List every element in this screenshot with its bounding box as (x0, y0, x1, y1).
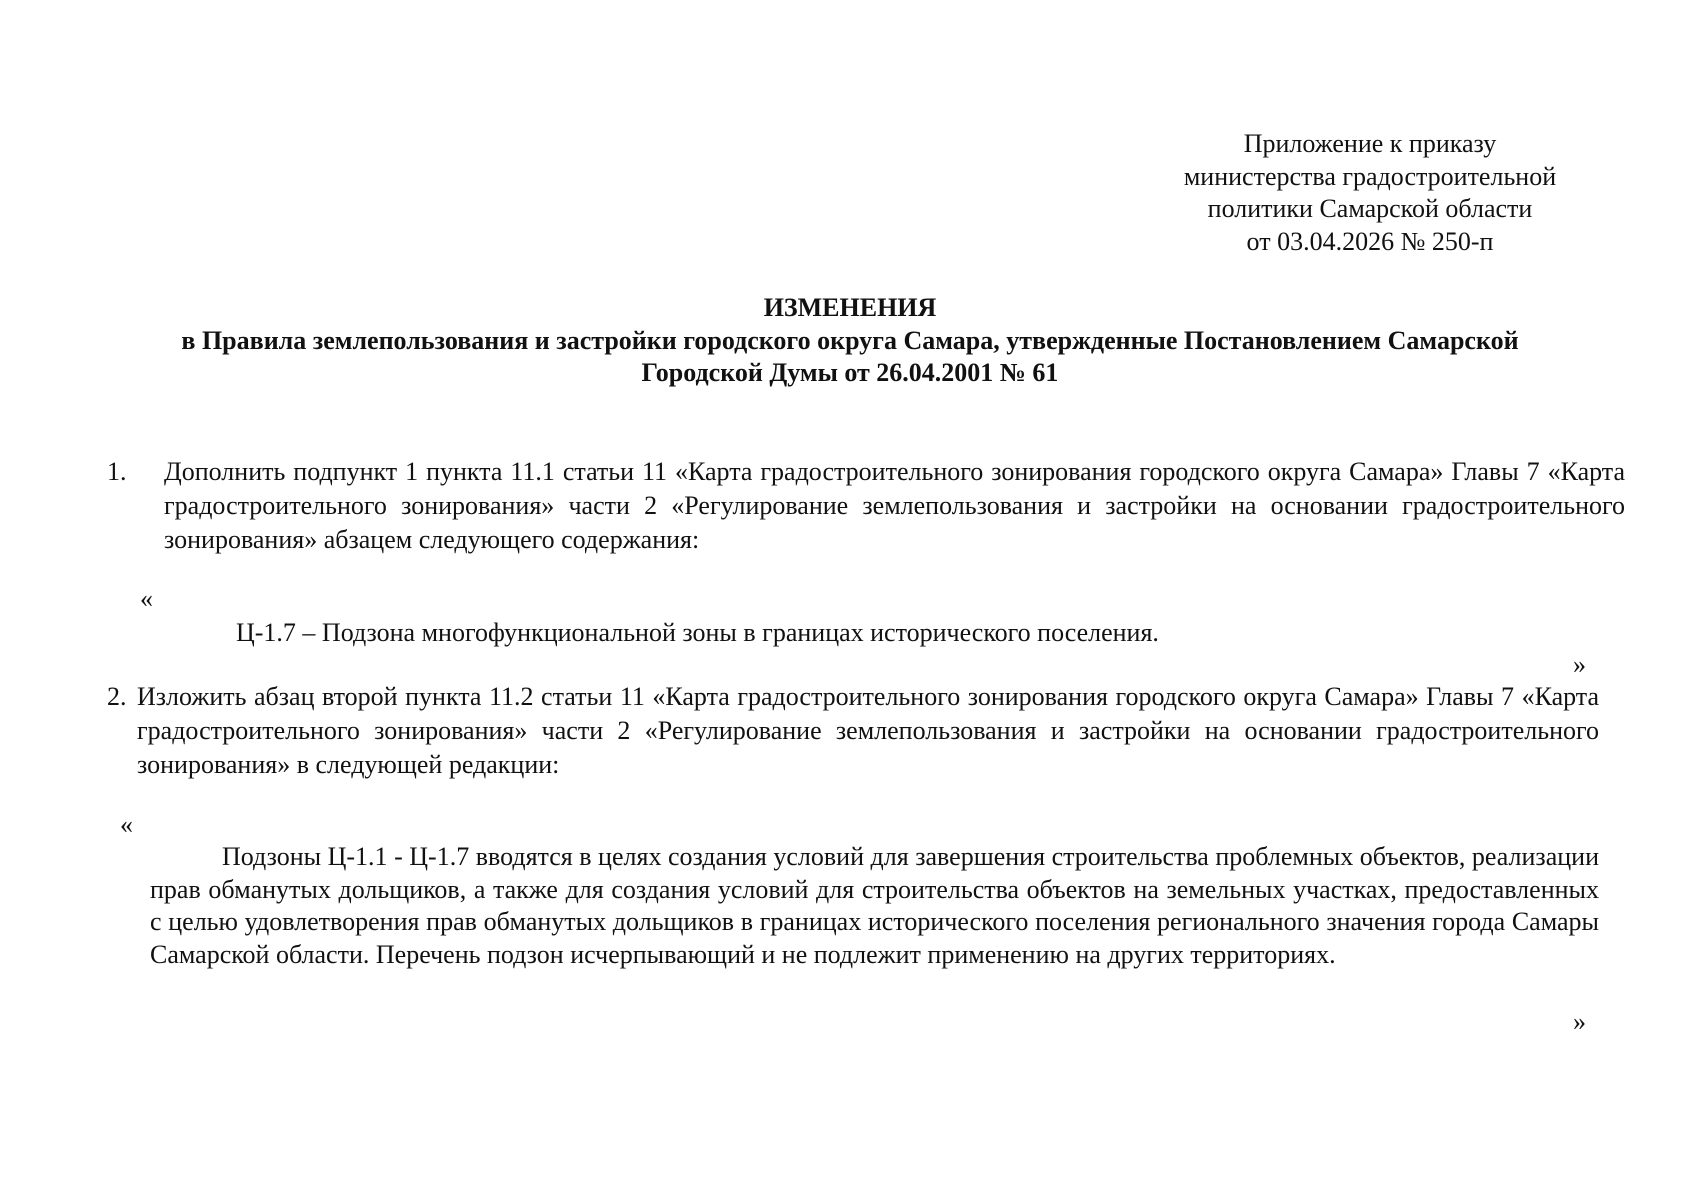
item-1-quote-close: » (1573, 650, 1586, 679)
item-2-quoted-text: Подзоны Ц-1.1 - Ц-1.7 вводятся в целях создания условий для завершения строительства проблемных объектов, реализации прав обманутых дольщиков, а также для создания условий для строительства объектов на земельных участках, предоставленных с целью удовлетворения прав обманутых дольщиков в границах исторического поселения регионального значения города Самары Самарской области. Перечень подзон исчерпывающий и не подлежит применению на других территориях. (150, 842, 1599, 969)
approval-line-1: Приложение к приказу (1243, 129, 1497, 158)
approval-stamp-block (1150, 128, 1590, 258)
approval-line-3: политики Самарской области (1207, 194, 1533, 223)
document-subtitle-line-1: в Правила землепользования и застройки городского округа Самара, утвержденные Постановлением Самарской (181, 325, 1519, 355)
item-1-text: Дополнить подпункт 1 пункта 11.1 статьи 11 «Карта градостроительного зонирования городского округа Самара» Главы 7 «Карта градостроительного зонирования» части 2 «Регулирование землепользования и застройки на основании градостроительного зонирования» абзацем следующего содержания: (164, 457, 1625, 554)
item-1-quote-open: « (140, 584, 153, 613)
document-subtitle-line-2: Городской Думы от 26.04.2001 № 61 (641, 358, 1059, 387)
document-heading: ИЗМЕНЕНИЯ (763, 293, 937, 322)
item-2-number: 2. (107, 682, 127, 711)
item-2-text: Изложить абзац второй пункта 11.2 статьи 11 «Карта градостроительного зонирования городского округа Самара» Главы 7 «Карта градостроительного зонирования» части 2 «Регулирование землепользования и застройки на основании градостроительного зонирования» в следующей редакции: (137, 682, 1599, 779)
item-1-quoted-text: Ц-1.7 – Подзона многофункциональной зоны в границах исторического поселения. (236, 618, 1159, 647)
document-title-block (100, 292, 1600, 390)
approval-line-4: от 03.04.2026 № 250-п (1246, 226, 1494, 256)
item-2-quote-open: « (120, 810, 133, 839)
item-2-quote-close: » (1573, 1007, 1586, 1036)
approval-line-2: министерства градостроительной (1183, 161, 1557, 191)
item-1-number: 1. (107, 457, 127, 486)
